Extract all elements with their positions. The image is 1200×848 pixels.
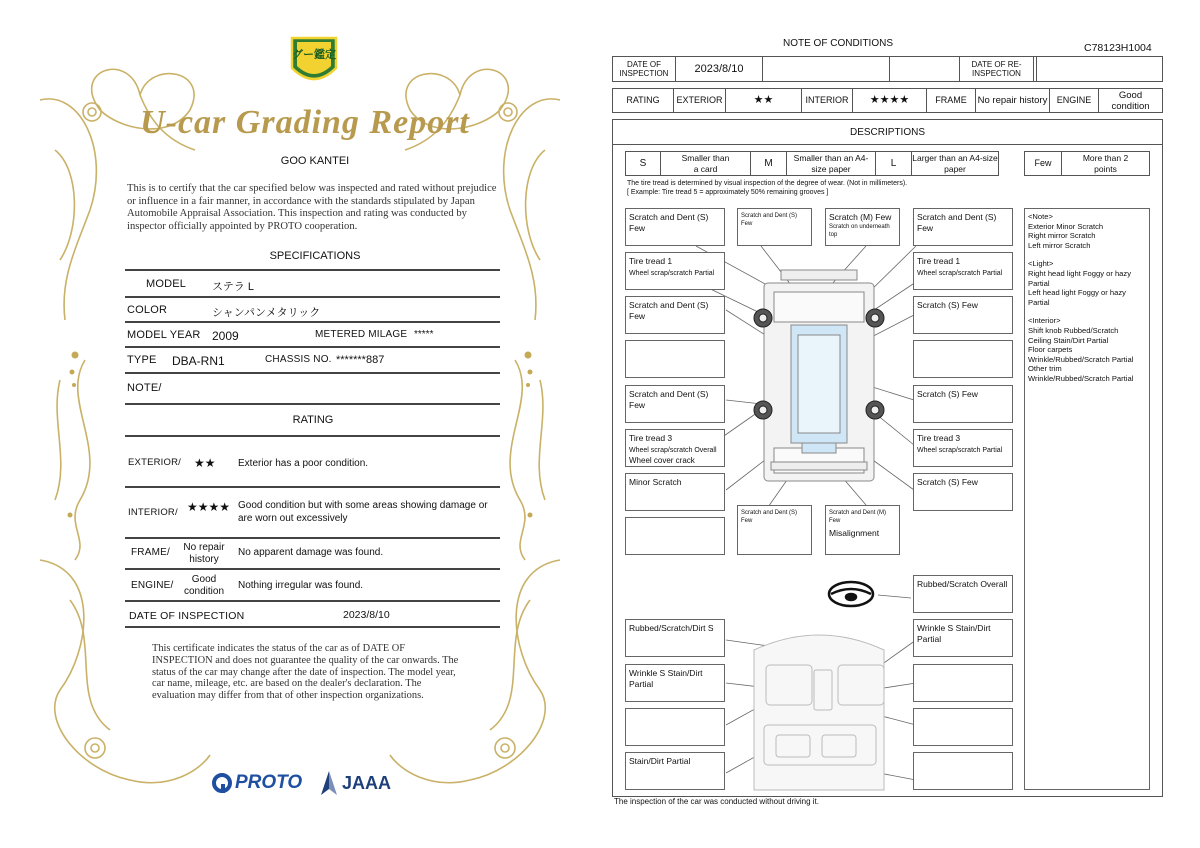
legend-l-description: Larger than an A4-size paper bbox=[911, 151, 999, 176]
logo-text: グー鑑定 bbox=[292, 49, 336, 61]
divider bbox=[125, 372, 500, 374]
tire-extra: Wheel cover crack bbox=[629, 456, 695, 465]
condition-box-front-left-tire bbox=[625, 252, 725, 290]
tire-subtitle: Wheel scrap/scratch Partial bbox=[917, 447, 1003, 454]
engine-description: Nothing irregular was found. bbox=[238, 580, 364, 591]
condition-box-front-center bbox=[825, 208, 900, 246]
specifications-heading: SPECIFICATIONS bbox=[269, 250, 361, 262]
legend-few-description: More than 2 points bbox=[1061, 151, 1150, 176]
divider bbox=[125, 600, 500, 602]
condition-box-interior-mid-left bbox=[625, 708, 725, 746]
model-year-label: MODEL YEAR bbox=[127, 329, 201, 341]
note-line: <Interior> bbox=[1028, 316, 1061, 326]
certificate-intro: This is to certify that the car specified below was inspected and rated without prejudice or influence in a fair manner, in accordance with the standards stipulated by Japan Automobile Appraisal Association. This inspection and rating was conducted by inspector officially appointed by PROTO cooperation. bbox=[127, 183, 497, 232]
metered-milage-label: METERED MILAGE bbox=[315, 329, 408, 340]
divider bbox=[125, 626, 500, 628]
date-of-inspection-label: DATE OF INSPECTION bbox=[612, 56, 676, 82]
tire-subtitle: Wheel scrap/scratch Partial bbox=[629, 270, 715, 277]
condition-box-interior-seat-right bbox=[913, 664, 1013, 702]
legend-few: Few bbox=[1024, 151, 1062, 176]
engine-label: ENGINE bbox=[1049, 88, 1099, 113]
model-label: MODEL bbox=[146, 278, 187, 290]
note-line: Left head light Foggy or hazy Partial bbox=[1028, 288, 1126, 307]
report-subtitle: GOO KANTEI bbox=[280, 155, 350, 167]
frame-label: FRAME bbox=[926, 88, 976, 113]
note-line: Wrinkle/Rubbed/Scratch Partial bbox=[1028, 373, 1134, 383]
condition-box-front-left-center: Scratch and Dent (S) Few bbox=[737, 208, 812, 246]
note-line: Right mirror Scratch bbox=[1028, 231, 1096, 241]
proto-logo bbox=[212, 770, 302, 796]
tire-title: Tire tread 1 bbox=[917, 256, 961, 266]
tire-title: Tire tread 3 bbox=[629, 433, 673, 443]
divider bbox=[125, 568, 500, 570]
rear-center-main: Misalignment bbox=[829, 528, 880, 538]
note-line: Other trim bbox=[1028, 364, 1062, 374]
front-center-main: Scratch (M) Few bbox=[829, 212, 892, 222]
engine-value: Good condition bbox=[1098, 88, 1163, 113]
note-line: Left mirror Scratch bbox=[1028, 240, 1091, 250]
divider bbox=[125, 269, 500, 271]
note-line: Ceiling Stain/Dirt Partial bbox=[1028, 335, 1109, 345]
certificate-footer-text: This certificate indicates the status of the car as of DATE OF INSPECTION and does not guarantee the quality of the car onwards. The status of the car may change after the date of inspection. The model year, car name, mileage, etc. are based on the dealer's declaration. The evaluation may differ from that of other inspection organizations. bbox=[152, 643, 459, 702]
notes-list bbox=[1028, 212, 1146, 384]
note-line: Shift knob Rubbed/Scratch bbox=[1028, 325, 1119, 335]
front-center-sub: Scratch on underneath top bbox=[829, 224, 890, 238]
tire-title: Tire tread 3 bbox=[917, 433, 961, 443]
engine-value: Good condition bbox=[183, 574, 225, 597]
report-id: C78123H1004 bbox=[1084, 42, 1152, 54]
divider bbox=[125, 537, 500, 539]
condition-box-interior-mid-right bbox=[913, 708, 1013, 746]
note-line: <Note> bbox=[1028, 212, 1053, 221]
exterior-label: EXTERIOR/ bbox=[128, 457, 182, 468]
jaaa-logo-icon bbox=[318, 770, 340, 796]
condition-box-rear-left-center: Scratch and Dent (S) Few bbox=[737, 505, 812, 555]
jaaa-logo-text: JAAA bbox=[342, 772, 392, 793]
engine-label: ENGINE/ bbox=[131, 580, 174, 591]
color-label: COLOR bbox=[127, 304, 168, 316]
tire-note: The tire tread is determined by visual inspection of the degree of wear. (Not in millimeters). bbox=[627, 180, 908, 187]
interior-description: Good condition but with some areas showing damage or are worn out excessively bbox=[238, 500, 488, 524]
interior-label: INTERIOR/ bbox=[128, 507, 178, 518]
condition-box-steering: Rubbed/Scratch Overall bbox=[913, 575, 1013, 613]
type-label: TYPE bbox=[127, 354, 157, 366]
condition-box-interior-seat-left: Wrinkle S Stain/Dirt Partial bbox=[625, 664, 725, 702]
condition-box-left-middle bbox=[625, 340, 725, 378]
proto-logo-icon bbox=[212, 772, 234, 794]
condition-box-left-front-door: Scratch and Dent (S) Few bbox=[625, 296, 725, 334]
note-line bbox=[1028, 307, 1146, 316]
condition-box-front-right: Scratch and Dent (S) Few bbox=[913, 208, 1013, 246]
divider bbox=[125, 321, 500, 323]
interior-stars: ★★★★ bbox=[187, 500, 231, 514]
condition-box-interior-rear-right bbox=[913, 752, 1013, 790]
rating-label: RATING bbox=[612, 88, 674, 113]
condition-box-interior-rear-left: Stain/Dirt Partial bbox=[625, 752, 725, 790]
exterior-description: Exterior has a poor condition. bbox=[238, 458, 369, 469]
rear-center-sub: Scratch and Dent (M) Few bbox=[829, 510, 887, 524]
model-value: ステラ L bbox=[212, 281, 254, 293]
metered-milage-value: ***** bbox=[414, 329, 434, 340]
divider bbox=[125, 296, 500, 298]
frame-value: No repair history bbox=[183, 542, 225, 565]
tire-example-note: [ Example: Tire tread 5 = approximately 50% remaining grooves ] bbox=[627, 189, 829, 196]
condition-box-right-rear-door: Scratch (S) Few bbox=[913, 385, 1013, 423]
color-value: シャンパンメタリック bbox=[212, 307, 321, 319]
legend-s-description: Smaller than a card bbox=[660, 151, 751, 176]
condition-box-interior-front-left: Rubbed/Scratch/Dirt S bbox=[625, 619, 725, 657]
condition-box-rear-left-tire bbox=[625, 429, 725, 467]
divider bbox=[125, 346, 500, 348]
jaaa-logo bbox=[318, 770, 391, 796]
report-title: U-car Grading Report bbox=[140, 104, 470, 141]
condition-box-front-left: Scratch and Dent (S) Few bbox=[625, 208, 725, 246]
frame-label: FRAME/ bbox=[131, 547, 170, 558]
note-of-conditions-sheet bbox=[606, 0, 1200, 848]
condition-box-front-right-tire bbox=[913, 252, 1013, 290]
notes-panel bbox=[1024, 208, 1150, 790]
legend-l: L bbox=[875, 151, 912, 176]
frame-description: No apparent damage was found. bbox=[238, 547, 384, 558]
rating-heading: RATING bbox=[292, 414, 334, 426]
divider bbox=[125, 486, 500, 488]
note-line: Exterior Minor Scratch bbox=[1028, 221, 1104, 231]
exterior-label: EXTERIOR bbox=[673, 88, 726, 113]
note-line: Floor carpets bbox=[1028, 345, 1073, 355]
model-year-value: 2009 bbox=[212, 329, 239, 343]
date-of-inspection-value: 2023/8/10 bbox=[675, 56, 763, 82]
date-of-reinspection-label: DATE OF RE-INSPECTION bbox=[959, 56, 1034, 82]
exterior-stars: ★★ bbox=[725, 88, 802, 113]
chassis-value: *******887 bbox=[336, 354, 385, 366]
condition-box-left-rear-door: Scratch and Dent (S) Few bbox=[625, 385, 725, 423]
descriptions-heading: DESCRIPTIONS bbox=[612, 119, 1163, 145]
note-line: Wrinkle/Rubbed/Scratch Partial bbox=[1028, 354, 1134, 364]
note-label: NOTE/ bbox=[127, 382, 162, 394]
frame-value: No repair history bbox=[975, 88, 1050, 113]
date-of-inspection-value: 2023/8/10 bbox=[343, 609, 390, 621]
tire-subtitle: Wheel scrap/scratch Partial bbox=[917, 270, 1003, 277]
condition-box-rear-right-tire bbox=[913, 429, 1013, 467]
legend-m: M bbox=[750, 151, 787, 176]
interior-label: INTERIOR bbox=[801, 88, 853, 113]
exterior-stars: ★★ bbox=[194, 456, 216, 470]
steering-wheel-icon bbox=[829, 582, 873, 606]
condition-box-right-middle bbox=[913, 340, 1013, 378]
condition-box-interior-front-right: Wrinkle S Stain/Dirt Partial bbox=[913, 619, 1013, 657]
chassis-label: CHASSIS NO. bbox=[265, 354, 332, 365]
condition-box-rear-center bbox=[825, 505, 900, 555]
legend-m-description: Smaller than an A4-size paper bbox=[786, 151, 876, 176]
tire-title: Tire tread 1 bbox=[629, 256, 673, 266]
condition-box-rear-left-lower bbox=[625, 517, 725, 555]
note-line bbox=[1028, 250, 1146, 259]
note-line: <Light> bbox=[1028, 259, 1054, 269]
divider bbox=[125, 403, 500, 405]
goo-kantei-logo bbox=[284, 32, 344, 92]
note-line: Right head light Foggy or hazy Partial bbox=[1028, 268, 1131, 288]
interior-stars: ★★★★ bbox=[852, 88, 927, 113]
condition-box-rear-right: Scratch (S) Few bbox=[913, 473, 1013, 511]
sheet-title: NOTE OF CONDITIONS bbox=[783, 38, 893, 49]
proto-logo-text: PROTO bbox=[235, 772, 303, 793]
legend-s: S bbox=[625, 151, 661, 176]
condition-box-rear-left: Minor Scratch bbox=[625, 473, 725, 511]
condition-box-right-front-door: Scratch (S) Few bbox=[913, 296, 1013, 334]
tire-subtitle: Wheel scrap/scratch Overall bbox=[629, 447, 717, 454]
sheet-footer: The inspection of the car was conducted without driving it. bbox=[614, 797, 819, 806]
divider bbox=[125, 435, 500, 437]
date-of-inspection-label: DATE OF INSPECTION bbox=[129, 610, 245, 622]
type-value: DBA-RN1 bbox=[172, 354, 225, 368]
